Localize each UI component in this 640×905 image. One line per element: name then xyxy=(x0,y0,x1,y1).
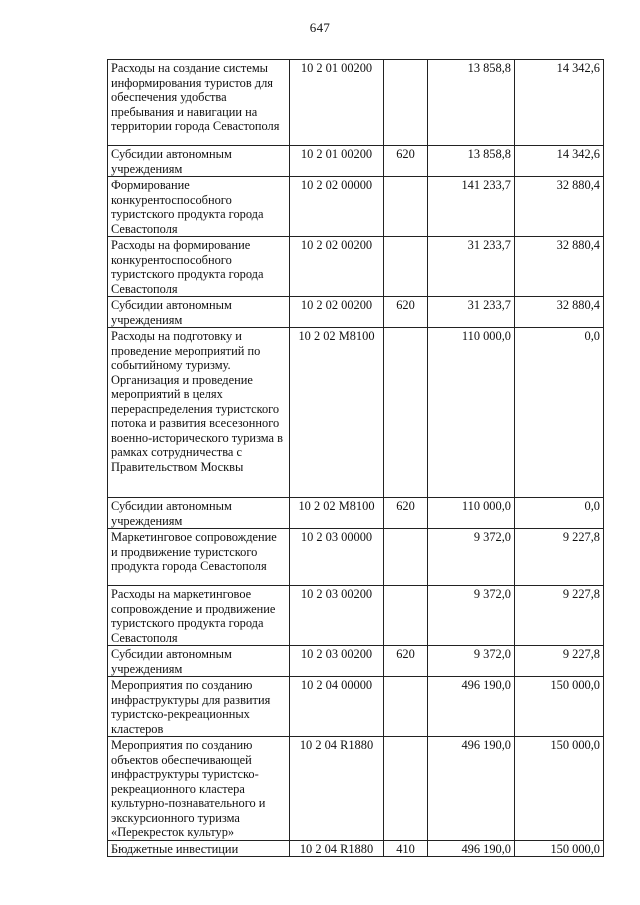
expense-type: 620 xyxy=(384,498,428,529)
table-row xyxy=(108,328,604,498)
target-code: 10 2 02 00000 xyxy=(290,177,384,237)
table-row xyxy=(108,737,604,841)
amount-year-2: 14 342,6 xyxy=(515,146,604,177)
amount-year-1: 9 372,0 xyxy=(428,646,515,677)
target-code: 10 2 04 R1880 xyxy=(290,840,384,857)
target-code: 10 2 03 00200 xyxy=(290,646,384,677)
amount-year-1: 31 233,7 xyxy=(428,237,515,297)
amount-year-2: 32 880,4 xyxy=(515,297,604,328)
amount-year-1: 496 190,0 xyxy=(428,840,515,857)
expense-type: 620 xyxy=(384,646,428,677)
expense-type xyxy=(384,737,428,841)
table-row xyxy=(108,529,604,586)
amount-year-1: 13 858,8 xyxy=(428,146,515,177)
amount-year-1: 110 000,0 xyxy=(428,328,515,498)
table-row xyxy=(108,840,604,857)
target-code: 10 2 01 00200 xyxy=(290,146,384,177)
amount-year-2: 150 000,0 xyxy=(515,737,604,841)
amount-year-1: 13 858,8 xyxy=(428,60,515,146)
expense-type xyxy=(384,60,428,146)
expense-name: Формирование конкурентоспособного туристского продукта города Севастополя xyxy=(108,177,290,237)
amount-year-2: 0,0 xyxy=(515,328,604,498)
expense-type xyxy=(384,677,428,737)
table-row xyxy=(108,237,604,297)
table-row xyxy=(108,60,604,146)
amount-year-2: 0,0 xyxy=(515,498,604,529)
amount-year-2: 150 000,0 xyxy=(515,840,604,857)
expense-type: 620 xyxy=(384,146,428,177)
target-code: 10 2 03 00200 xyxy=(290,586,384,646)
expense-type: 410 xyxy=(384,840,428,857)
expense-type xyxy=(384,237,428,297)
target-code: 10 2 02 М8100 xyxy=(290,498,384,529)
page-number: 647 xyxy=(309,20,331,35)
amount-year-2: 32 880,4 xyxy=(515,177,604,237)
expense-name: Мероприятия по созданию объектов обеспечивающей инфраструктуры туристско-рекреационного кластера культурно-познавательного и экскурсионного туризма «Перекресток культур» xyxy=(108,737,290,841)
table-row xyxy=(108,677,604,737)
amount-year-1: 141 233,7 xyxy=(428,177,515,237)
target-code: 10 2 02 00200 xyxy=(290,237,384,297)
target-code: 10 2 04 00000 xyxy=(290,677,384,737)
amount-year-2: 9 227,8 xyxy=(515,646,604,677)
expense-type xyxy=(384,328,428,498)
table-row xyxy=(108,646,604,677)
target-code: 10 2 02 00200 xyxy=(290,297,384,328)
table-row xyxy=(108,146,604,177)
budget-table xyxy=(107,59,604,857)
amount-year-2: 14 342,6 xyxy=(515,60,604,146)
expense-name: Расходы на подготовку и проведение мероприятий по событийному туризму. Организация и проведение мероприятий в целях перераспределения туристского потока и развития всесезонного военно-исторического туризма в рамках сотрудничества с Правительством Москвы xyxy=(108,328,290,498)
expense-name: Бюджетные инвестиции xyxy=(108,840,290,857)
table-row xyxy=(108,586,604,646)
amount-year-1: 496 190,0 xyxy=(428,737,515,841)
expense-name: Мероприятия по созданию инфраструктуры для развития туристско-рекреационных кластеров xyxy=(108,677,290,737)
expense-name: Субсидии автономным учреждениям xyxy=(108,146,290,177)
table-row xyxy=(108,498,604,529)
table-row xyxy=(108,297,604,328)
expense-type: 620 xyxy=(384,297,428,328)
target-code: 10 2 04 R1880 xyxy=(290,737,384,841)
amount-year-2: 32 880,4 xyxy=(515,237,604,297)
amount-year-1: 9 372,0 xyxy=(428,529,515,586)
expense-name: Расходы на формирование конкурентоспособного туристского продукта города Севастополя xyxy=(108,237,290,297)
amount-year-1: 9 372,0 xyxy=(428,586,515,646)
expense-type xyxy=(384,586,428,646)
expense-name: Расходы на создание системы информирования туристов для обеспечения удобства пребывания и навигации на территории города Севастополя xyxy=(108,60,290,146)
target-code: 10 2 02 М8100 xyxy=(290,328,384,498)
amount-year-1: 110 000,0 xyxy=(428,498,515,529)
expense-name: Субсидии автономным учреждениям xyxy=(108,297,290,328)
amount-year-2: 150 000,0 xyxy=(515,677,604,737)
amount-year-2: 9 227,8 xyxy=(515,586,604,646)
expense-type xyxy=(384,177,428,237)
expense-name: Субсидии автономным учреждениям xyxy=(108,646,290,677)
target-code: 10 2 03 00000 xyxy=(290,529,384,586)
expense-type xyxy=(384,529,428,586)
target-code: 10 2 01 00200 xyxy=(290,60,384,146)
amount-year-2: 9 227,8 xyxy=(515,529,604,586)
expense-name: Расходы на маркетинговое сопровождение и продвижение туристского продукта города Севастополя xyxy=(108,586,290,646)
expense-name: Субсидии автономным учреждениям xyxy=(108,498,290,529)
amount-year-1: 496 190,0 xyxy=(428,677,515,737)
amount-year-1: 31 233,7 xyxy=(428,297,515,328)
table-row xyxy=(108,177,604,237)
expense-name: Маркетинговое сопровождение и продвижение туристского продукта города Севастополя xyxy=(108,529,290,586)
